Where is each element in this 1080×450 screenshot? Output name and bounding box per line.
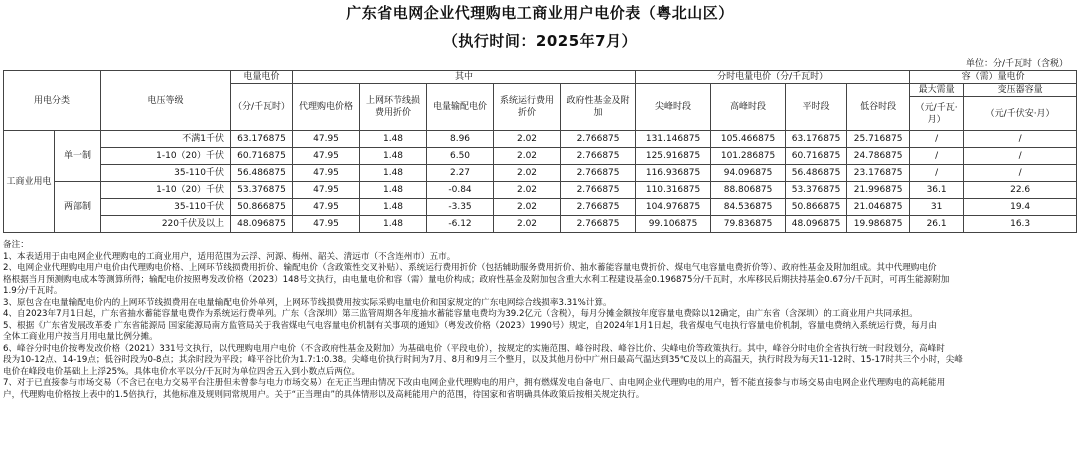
system-cost-cell: 2.02 xyxy=(494,148,561,165)
agent-price-cell: 47.95 xyxy=(293,165,360,182)
gov-fund-cell: 2.766875 xyxy=(561,165,636,182)
header-transmission: 电量输配电价 xyxy=(427,84,494,131)
page-title: 广东省电网企业代理购电工商业用户电价表（粤北山区） xyxy=(346,4,734,22)
table-row xyxy=(4,165,1077,182)
table-row xyxy=(4,199,1077,216)
header-tou: 分时电量电价（分/千瓦时） xyxy=(636,71,910,84)
voltage-cell: 不满1千伏 xyxy=(101,131,231,148)
grid-loss-cell: 1.48 xyxy=(360,216,427,233)
group-cell: 单一制 xyxy=(55,131,101,182)
group-cell: 两部制 xyxy=(55,182,101,233)
energy-price-cell: 53.376875 xyxy=(231,182,293,199)
energy-price-cell: 60.716875 xyxy=(231,148,293,165)
agent-price-cell: 47.95 xyxy=(293,199,360,216)
transmission-cell: -6.12 xyxy=(427,216,494,233)
valley-cell: 21.996875 xyxy=(847,182,910,199)
header-grid-loss: 上网环节线损费用折价 xyxy=(360,84,427,131)
transmission-cell: -0.84 xyxy=(427,182,494,199)
note-line: 1.9分/千瓦时。 xyxy=(3,286,63,296)
header-system-cost: 系统运行费用折价 xyxy=(494,84,561,131)
header-max-demand: 最大需量 xyxy=(910,84,964,97)
note-line: 1、本表适用于由电网企业代理购电的工商业用户，适用范围为云浮、河源、梅州、韶关、清远市（不含连州市）五市。 xyxy=(3,251,456,262)
system-cost-cell: 2.02 xyxy=(494,131,561,148)
system-cost-cell: 2.02 xyxy=(494,182,561,199)
transformer-cell: / xyxy=(964,148,1077,165)
transformer-cell: 22.6 xyxy=(964,182,1077,199)
gov-fund-cell: 2.766875 xyxy=(561,199,636,216)
table-row xyxy=(4,148,1077,165)
page-subtitle: （执行时间：2025年7月） xyxy=(442,32,638,50)
agent-price-cell: 47.95 xyxy=(293,182,360,199)
agent-price-cell: 47.95 xyxy=(293,216,360,233)
header-flat: 平时段 xyxy=(786,84,847,131)
header-category: 用电分类 xyxy=(4,71,101,131)
header-transformer: 变压器容量 xyxy=(964,84,1077,97)
agent-price-cell: 47.95 xyxy=(293,131,360,148)
grid-loss-cell: 1.48 xyxy=(360,148,427,165)
valley-cell: 23.176875 xyxy=(847,165,910,182)
max-demand-cell: 31 xyxy=(910,199,964,216)
note-line: 格根据当月预测购电成本等测算所得；输配电价按照粤发改价格（2023）148号文执行，由电量电价和容（需）量电价构成；政府性基金及附加包含重大水利工程建设基金0.196875分/千瓦时，水库移民后期扶持基金0.67分/千瓦时，可再生能源附加 xyxy=(3,274,950,285)
transmission-cell: 6.50 xyxy=(427,148,494,165)
note-line: 2、电网企业代理购电用户电价由代理购电价格、上网环节线损费用折价、输配电价（含政策性交叉补贴）、系统运行费用折价（包括辅助服务费用折价、抽水蓄能容量电费折价、煤电气电容量电费折价等）、政府性基金及附加组成。其中代理购电价 xyxy=(3,263,937,273)
flat-cell: 53.376875 xyxy=(786,182,847,199)
max-demand-cell: 26.1 xyxy=(910,216,964,233)
energy-price-cell: 63.176875 xyxy=(231,131,293,148)
header-energy-price: 电量电价 xyxy=(231,71,293,84)
note-line: 6、峰谷分时电价按粤发改价格（2021）331号文执行，以代理购电用户电价（不含政府性基金及附加）为基础电价（平段电价），按规定的实施范围、峰谷时段、峰谷比价、尖峰电价等政策执行。其中，峰谷分时电价全省执行统一时段划分，高峰时 xyxy=(3,343,945,354)
note-line: 全体工商业用户按当月用电量比例分摊。 xyxy=(3,332,158,342)
peak-cell: 88.806875 xyxy=(711,182,786,199)
max-demand-cell: 36.1 xyxy=(910,182,964,199)
flat-cell: 60.716875 xyxy=(786,148,847,165)
gov-fund-cell: 2.766875 xyxy=(561,148,636,165)
table-row xyxy=(4,216,1077,233)
peak-cell: 101.286875 xyxy=(711,148,786,165)
peak-top-cell: 99.106875 xyxy=(636,216,711,233)
transformer-cell: 16.3 xyxy=(964,216,1077,233)
system-cost-cell: 2.02 xyxy=(494,199,561,216)
transmission-cell: 2.27 xyxy=(427,165,494,182)
valley-cell: 24.786875 xyxy=(847,148,910,165)
note-line: 3、原包含在电量输配电价内的上网环节线损费用在电量输配电价外单列，上网环节线损费用按实际采购电量电价和国家规定的广东电网综合线损率3.31%计算。 xyxy=(3,297,612,308)
voltage-cell: 35-110千伏 xyxy=(101,199,231,216)
header-transformer-unit: （元/千伏安·月） xyxy=(964,97,1077,131)
agent-price-cell: 47.95 xyxy=(293,148,360,165)
energy-price-cell: 48.096875 xyxy=(231,216,293,233)
peak-top-cell: 110.316875 xyxy=(636,182,711,199)
header-agent-price: 代理购电价格 xyxy=(293,84,360,131)
note-line: 5、根据《广东省发展改革委 广东省能源局 国家能源局南方监管局关于我省煤电气电容量电价机制有关事项的通知》（粤发改价格（2023）1990号）规定，自2024年1月1日起，我省煤电气电执行容量电价机制，容量电费纳入系统运行费，每月由 xyxy=(3,320,937,331)
transformer-cell: / xyxy=(964,131,1077,148)
note-line: 备注： xyxy=(3,240,29,250)
notes-section xyxy=(3,240,1076,401)
voltage-cell: 220千伏及以上 xyxy=(101,216,231,233)
max-demand-cell: / xyxy=(910,131,964,148)
transformer-cell: 19.4 xyxy=(964,199,1077,216)
note-line: 4、自2023年7月1日起，广东省抽水蓄能容量电费作为系统运行费单列。广东（含深圳）第三监管周期各年度抽水蓄能容量电费均为39.2亿元（含税），每月分摊金额按年度容量电费除以12确定，由广东省（含深圳）的工商业用户共同承担。 xyxy=(3,309,918,319)
gov-fund-cell: 2.766875 xyxy=(561,216,636,233)
header-energy-price-unit: （分/千瓦时） xyxy=(231,84,293,131)
max-demand-cell: / xyxy=(910,148,964,165)
grid-loss-cell: 1.48 xyxy=(360,199,427,216)
gov-fund-cell: 2.766875 xyxy=(561,182,636,199)
category-cell: 工商业用电 xyxy=(4,131,55,233)
voltage-cell: 1-10（20）千伏 xyxy=(101,148,231,165)
peak-top-cell: 131.146875 xyxy=(636,131,711,148)
valley-cell: 21.046875 xyxy=(847,199,910,216)
flat-cell: 48.096875 xyxy=(786,216,847,233)
transformer-cell: / xyxy=(964,165,1077,182)
header-peak: 高峰时段 xyxy=(711,84,786,131)
peak-cell: 84.536875 xyxy=(711,199,786,216)
valley-cell: 25.716875 xyxy=(847,131,910,148)
header-max-demand-unit: （元/千瓦·月） xyxy=(910,97,964,131)
system-cost-cell: 2.02 xyxy=(494,216,561,233)
peak-top-cell: 104.976875 xyxy=(636,199,711,216)
peak-cell: 105.466875 xyxy=(711,131,786,148)
table-row xyxy=(4,131,1077,148)
grid-loss-cell: 1.48 xyxy=(360,165,427,182)
gov-fund-cell: 2.766875 xyxy=(561,131,636,148)
flat-cell: 56.486875 xyxy=(786,165,847,182)
voltage-cell: 35-110千伏 xyxy=(101,165,231,182)
header-gov-fund: 政府性基金及附加 xyxy=(561,84,636,131)
note-line: 电价在峰段电价基础上上浮25%。具体电价水平以分/千瓦时为单位四舍五入到小数点后两位。 xyxy=(3,366,361,377)
price-table xyxy=(3,70,1077,233)
energy-price-cell: 56.486875 xyxy=(231,165,293,182)
note-line: 户，代理购电价格按上表中的1.5倍执行，其他标准及规则同常规用户。关于“正当理由”的具体情形以及高耗能用户的范围，待国家和省明确具体政策后按相关规定执行。 xyxy=(3,389,645,400)
transmission-cell: -3.35 xyxy=(427,199,494,216)
max-demand-cell: / xyxy=(910,165,964,182)
header-peak-top: 尖峰时段 xyxy=(636,84,711,131)
voltage-cell: 1-10（20）千伏 xyxy=(101,182,231,199)
note-line: 段为10-12点、14-19点；低谷时段为0-8点；其余时段为平段；峰平谷比价为1.7:1:0.38。尖峰电价执行时间为7月、8月和9月三个整月，以及其他月份中广州日最高气温达到35℃及以上的高温天，执行时段为每天11-12时、15-17时共三个小时，尖峰 xyxy=(3,355,963,365)
peak-top-cell: 125.916875 xyxy=(636,148,711,165)
header-voltage: 电压等级 xyxy=(101,71,231,131)
note-line: 7、对于已直接参与市场交易（不含已在电力交易平台注册但未曾参与电力市场交易）在无正当理由情况下改由电网企业代理购电的用户，拥有燃煤发电自备电厂、由电网企业代理购电的用户，暂不能直接参与市场交易由电网企业代理购电的高耗能用 xyxy=(3,378,946,388)
flat-cell: 63.176875 xyxy=(786,131,847,148)
table-row xyxy=(4,182,1077,199)
energy-price-cell: 50.866875 xyxy=(231,199,293,216)
peak-cell: 94.096875 xyxy=(711,165,786,182)
peak-cell: 79.836875 xyxy=(711,216,786,233)
system-cost-cell: 2.02 xyxy=(494,165,561,182)
transmission-cell: 8.96 xyxy=(427,131,494,148)
header-capacity: 容（需）量电价 xyxy=(910,71,1077,84)
grid-loss-cell: 1.48 xyxy=(360,182,427,199)
peak-top-cell: 116.936875 xyxy=(636,165,711,182)
header-of-which: 其中 xyxy=(293,71,636,84)
header-valley: 低谷时段 xyxy=(847,84,910,131)
grid-loss-cell: 1.48 xyxy=(360,131,427,148)
flat-cell: 50.866875 xyxy=(786,199,847,216)
valley-cell: 19.986875 xyxy=(847,216,910,233)
unit-label: 单位：分/千瓦时（含税） xyxy=(965,59,1068,69)
